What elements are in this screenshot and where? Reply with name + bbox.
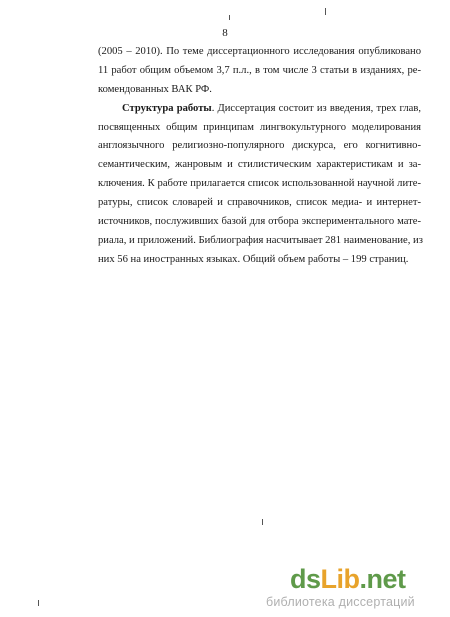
logo-ds: ds bbox=[290, 564, 321, 594]
paragraph-publications bbox=[98, 43, 421, 100]
text-line: риала, и приложений. Библиография насчитывает 281 наименование, из bbox=[98, 234, 423, 246]
text-line: них 56 на иностранных языках. Общий объем работы – 199 страниц. bbox=[98, 253, 409, 265]
scan-speck-middle bbox=[262, 519, 263, 525]
text-line: семантическим, жанровым и стилистическим характеристикам и за- bbox=[98, 159, 421, 171]
text-line: комендованных ВАК РФ. bbox=[98, 83, 212, 95]
section-heading: Структура работы bbox=[122, 102, 212, 114]
text-fragment: . Диссертация состоит из введения, трех глав, bbox=[211, 102, 421, 114]
text-line-first bbox=[98, 100, 421, 119]
text-line: 11 работ общим объемом 3,7 п.л., в том числе 3 статьи в изданиях, ре- bbox=[98, 64, 421, 76]
text-line: англоязычного религиозно-популярного дискурса, его когнитивно- bbox=[98, 140, 421, 152]
body-text bbox=[98, 43, 421, 270]
page-number: 8 bbox=[222, 27, 228, 39]
text-line: ключения. К работе прилагается список использованной научной лите- bbox=[98, 178, 421, 190]
logo-net: .net bbox=[359, 564, 406, 594]
text-line: источников, послуживших базой для отбора экспериментального мате- bbox=[98, 216, 421, 228]
scan-speck-top bbox=[325, 8, 326, 15]
scan-speck-bottom-left bbox=[38, 600, 39, 606]
text-line: посвященных общим принципам лингвокультурного моделирования bbox=[98, 121, 421, 133]
dslib-logo bbox=[290, 566, 406, 593]
text-line: (2005 – 2010). По теме диссертационного исследования опубликовано bbox=[98, 46, 421, 57]
text-line: ратуры, список словарей и справочников, список медиа- и интернет- bbox=[98, 197, 421, 209]
scan-speck-left bbox=[229, 15, 230, 20]
watermark-subtitle: библиотека диссертаций bbox=[266, 595, 415, 609]
logo-lib: Lib bbox=[320, 564, 360, 594]
paragraph-structure bbox=[98, 100, 421, 270]
